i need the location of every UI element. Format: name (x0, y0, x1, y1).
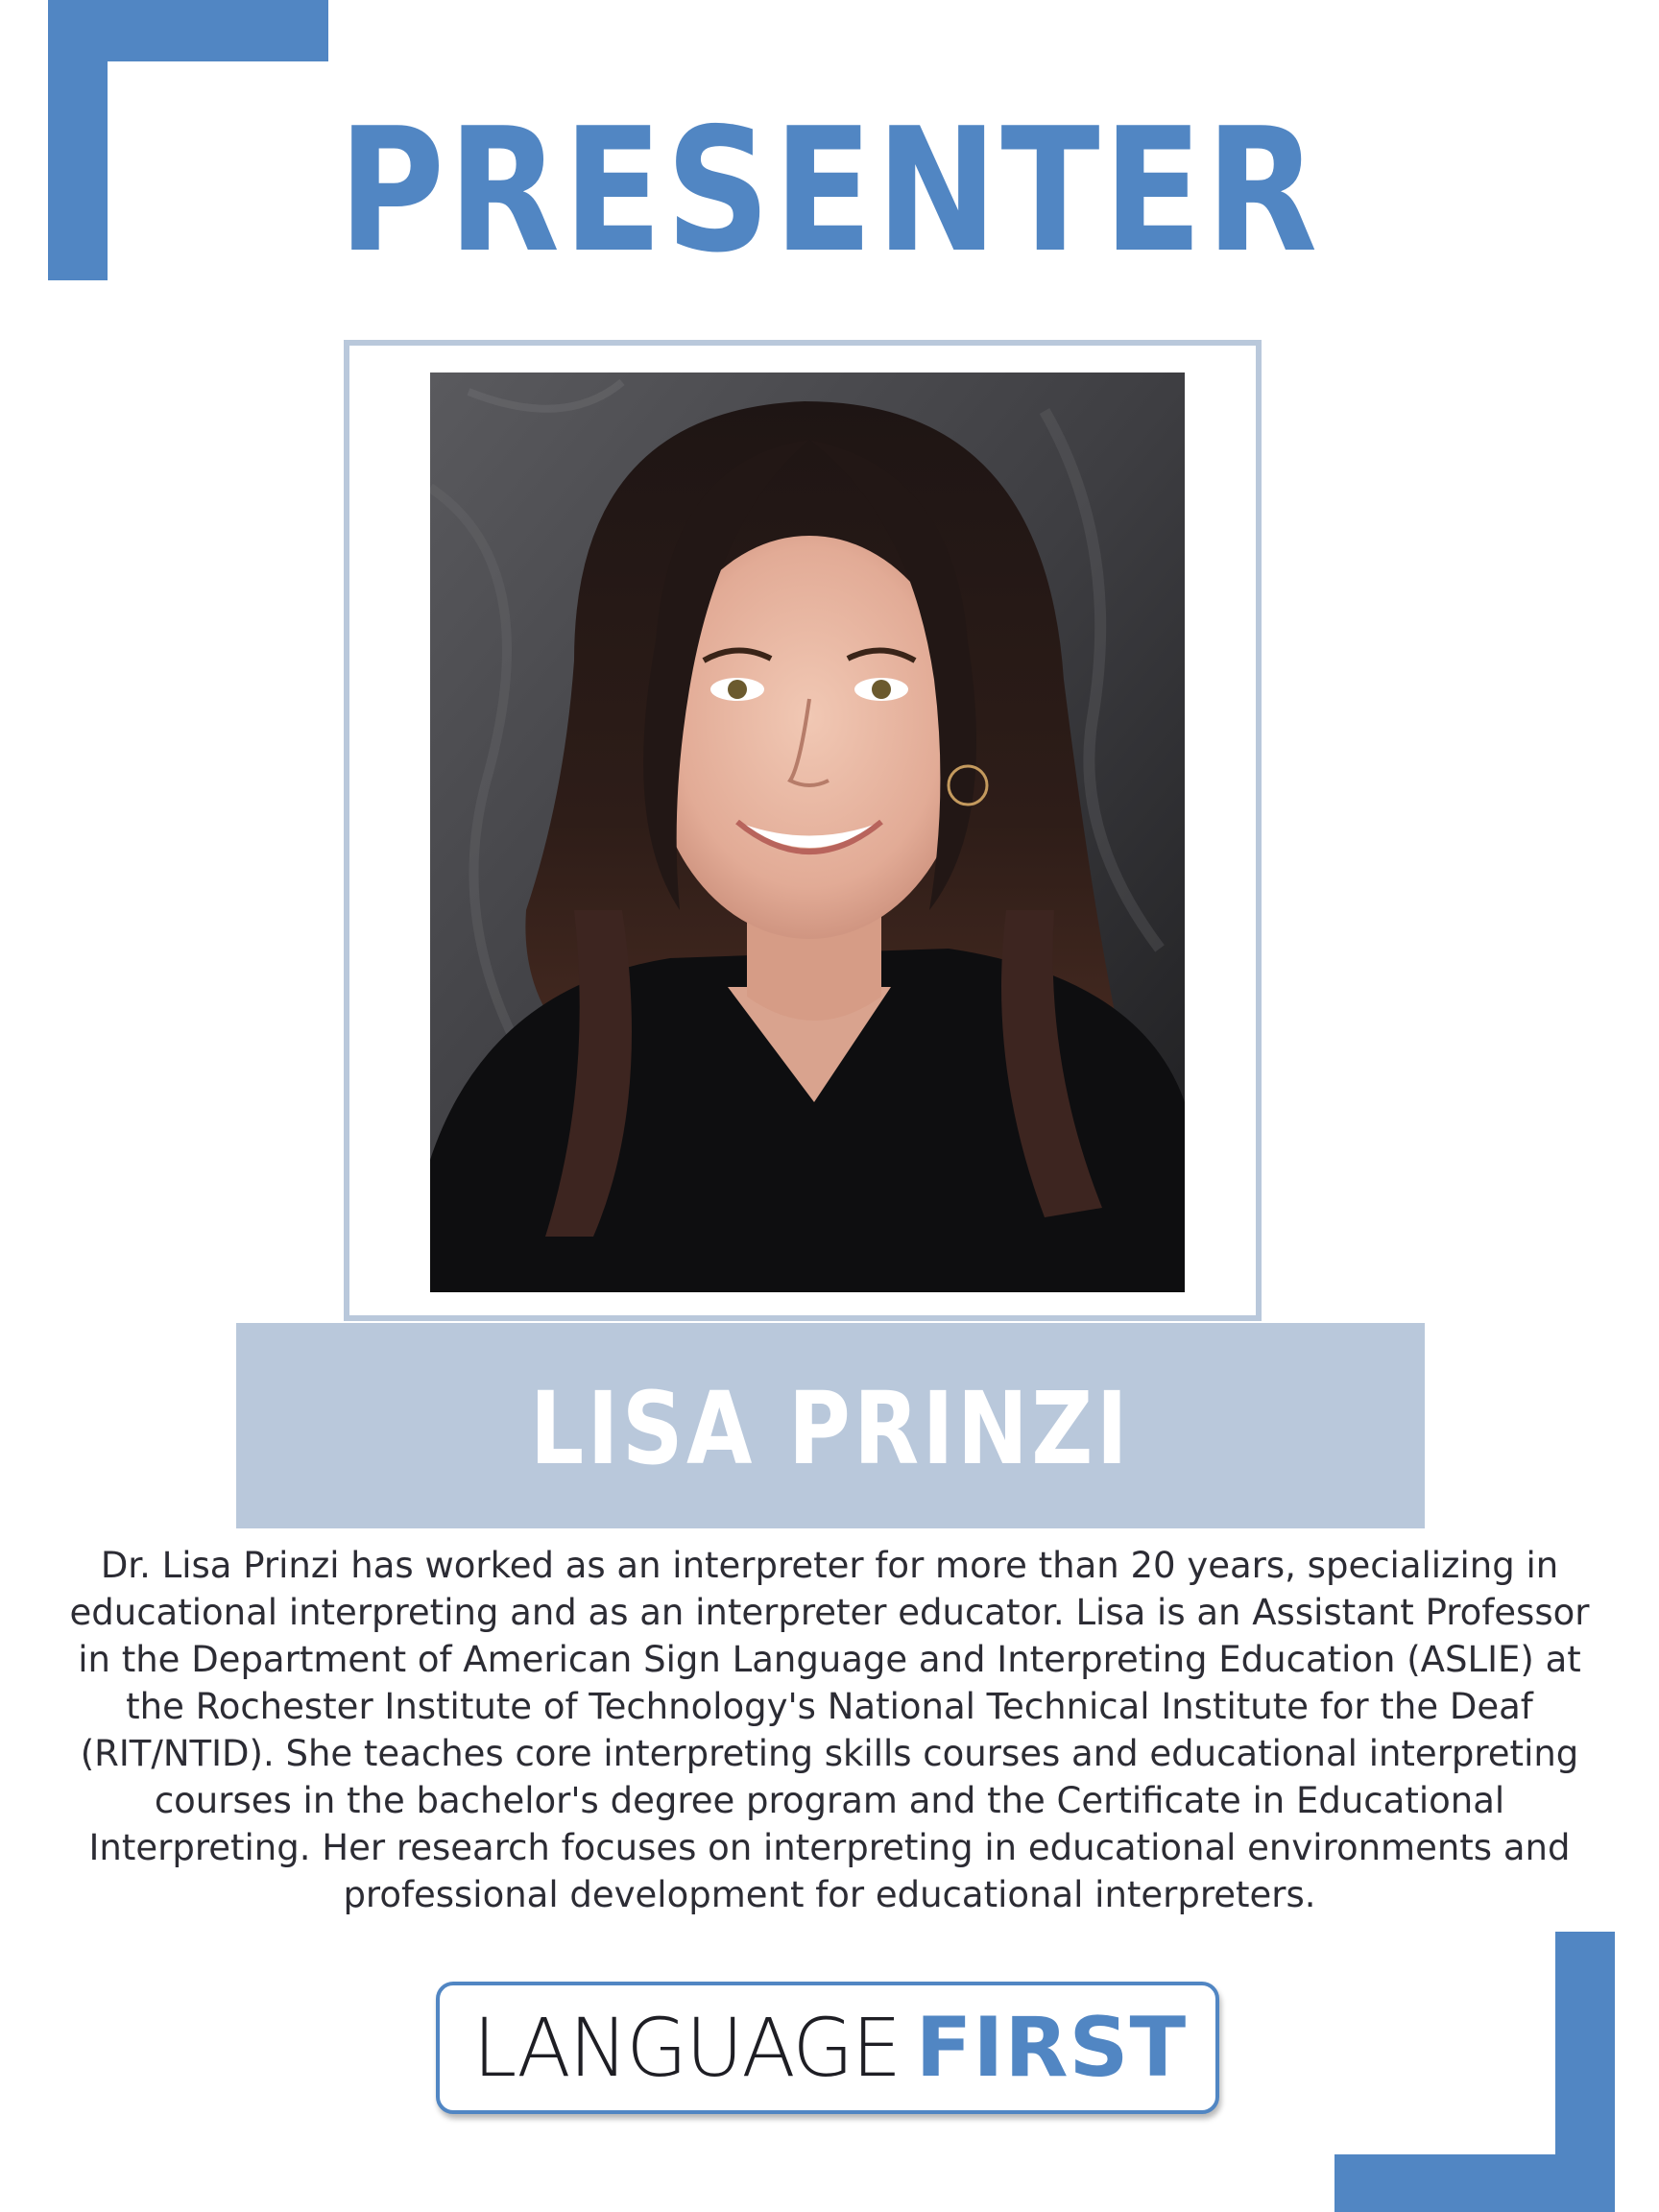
presenter-portrait-image (430, 373, 1185, 1292)
presenter-photo (430, 373, 1185, 1292)
corner-accent-top-left-vertical (48, 0, 108, 280)
logo-word-first: FIRST (915, 2000, 1188, 2096)
name-banner (236, 1323, 1425, 1528)
corner-accent-bottom-right-horizontal (1334, 2154, 1615, 2212)
presenter-bio: Dr. Lisa Prinzi has worked as an interpreter for more than 20 years, specializing in educational interpreting and as an interpreter educator. Lisa is an Assistant Professor in the Department of American Sign Language and Interpreting Education (ASLIE) at the Rochester Institute of Technology's National Technical Institute for the Deaf (RIT/NTID). She teaches core interpreting skills courses and educational interpreting courses in the bachelor's degree program and the Certificate in Educational Interpreting. Her research focuses on interpreting in educational environments and professional development for educational interpreters. (69, 1545, 1590, 1915)
logo-word-language: LANGUAGE (472, 2001, 901, 2095)
language-first-logo (436, 1982, 1219, 2114)
page-title: PRESENTER (338, 91, 1321, 290)
presenter-name: LISA PRINZI (529, 1370, 1132, 1487)
